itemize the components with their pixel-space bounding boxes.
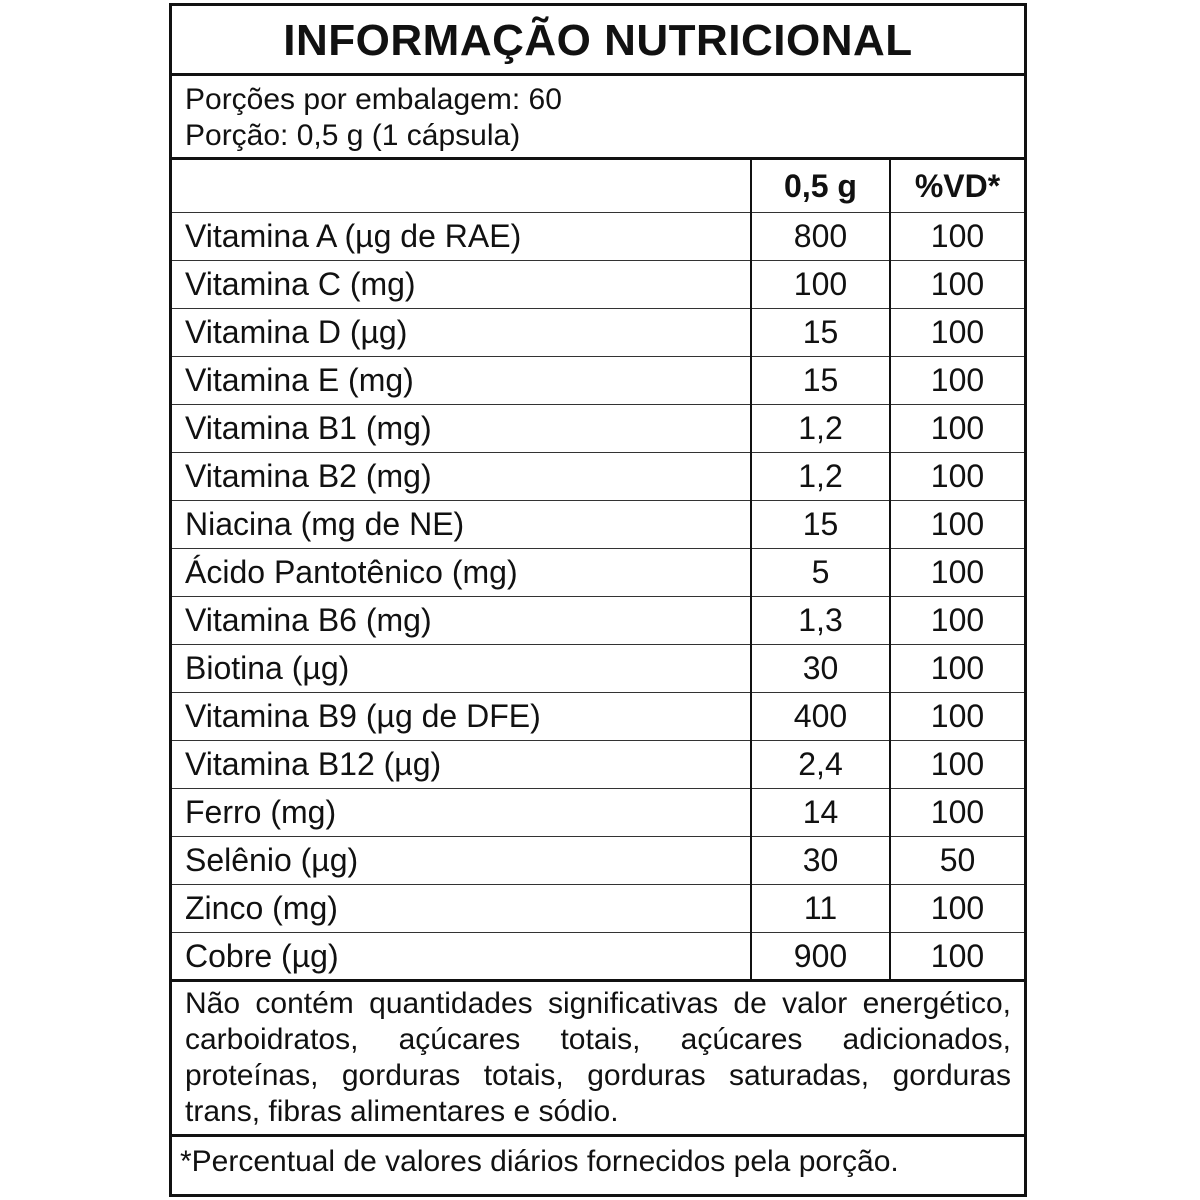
nutrient-name: Vitamina B2 (mg) xyxy=(172,452,751,500)
nutrient-name: Cobre (µg) xyxy=(172,932,751,980)
nutrient-quantity: 2,4 xyxy=(751,740,890,788)
nutrient-name: Selênio (µg) xyxy=(172,836,751,884)
serving-info xyxy=(172,76,1024,160)
nutrient-daily-value: 100 xyxy=(890,548,1024,596)
portion-size: Porção: 0,5 g (1 cápsula) xyxy=(185,119,521,152)
nutrient-quantity: 800 xyxy=(751,212,890,260)
nutrient-daily-value: 100 xyxy=(890,644,1024,692)
nutrient-daily-value: 100 xyxy=(890,932,1024,980)
nutrient-quantity: 900 xyxy=(751,932,890,980)
nutrition-table xyxy=(172,160,1024,982)
nutrient-quantity: 11 xyxy=(751,884,890,932)
nutrient-daily-value: 100 xyxy=(890,452,1024,500)
nutrient-name: Vitamina B9 (µg de DFE) xyxy=(172,692,751,740)
nutrient-name: Ácido Pantotênico (mg) xyxy=(172,548,751,596)
table-row xyxy=(172,260,1024,308)
nutrient-quantity: 5 xyxy=(751,548,890,596)
table-row xyxy=(172,404,1024,452)
nutrient-name: Vitamina E (mg) xyxy=(172,356,751,404)
nutrient-daily-value: 100 xyxy=(890,884,1024,932)
nutrient-daily-value: 100 xyxy=(890,404,1024,452)
table-row xyxy=(172,884,1024,932)
nutrient-name: Ferro (mg) xyxy=(172,788,751,836)
nutrient-daily-value: 100 xyxy=(890,260,1024,308)
header-quantity: 0,5 g xyxy=(751,160,890,212)
table-row xyxy=(172,308,1024,356)
nutrient-quantity: 14 xyxy=(751,788,890,836)
nutrient-quantity: 1,3 xyxy=(751,596,890,644)
nutrient-name: Vitamina B6 (mg) xyxy=(172,596,751,644)
table-row xyxy=(172,356,1024,404)
table-row xyxy=(172,644,1024,692)
nutrient-quantity: 15 xyxy=(751,308,890,356)
nutrient-daily-value: 100 xyxy=(890,692,1024,740)
nutrient-quantity: 15 xyxy=(751,356,890,404)
nutrient-daily-value: 100 xyxy=(890,596,1024,644)
nutrient-daily-value: 100 xyxy=(890,308,1024,356)
portions-per-package: Porções por embalagem: 60 xyxy=(185,83,562,116)
header-nutrient xyxy=(172,160,751,212)
footnote-text: *Percentual de valores diários fornecidos pela porção. xyxy=(180,1144,899,1178)
table-row xyxy=(172,836,1024,884)
nutrient-daily-value: 100 xyxy=(890,212,1024,260)
nutrient-daily-value: 50 xyxy=(890,836,1024,884)
nutrient-name: Vitamina C (mg) xyxy=(172,260,751,308)
table-row xyxy=(172,932,1024,980)
table-header-row xyxy=(172,160,1024,212)
table-row xyxy=(172,548,1024,596)
nutrient-quantity: 30 xyxy=(751,836,890,884)
table-row xyxy=(172,452,1024,500)
nutrient-name: Niacina (mg de NE) xyxy=(172,500,751,548)
nutrient-daily-value: 100 xyxy=(890,788,1024,836)
nutrient-quantity: 1,2 xyxy=(751,452,890,500)
nutrition-title: INFORMAÇÃO NUTRICIONAL xyxy=(172,6,1024,76)
nutrition-facts-panel xyxy=(169,3,1027,1197)
table-row xyxy=(172,212,1024,260)
nutrient-name: Vitamina B1 (mg) xyxy=(172,404,751,452)
table-row xyxy=(172,692,1024,740)
table-row xyxy=(172,596,1024,644)
nutrient-quantity: 30 xyxy=(751,644,890,692)
nutrient-daily-value: 100 xyxy=(890,500,1024,548)
nutrient-quantity: 15 xyxy=(751,500,890,548)
nutrient-daily-value: 100 xyxy=(890,356,1024,404)
nutrient-daily-value: 100 xyxy=(890,740,1024,788)
nutrient-name: Vitamina A (µg de RAE) xyxy=(172,212,751,260)
table-row xyxy=(172,500,1024,548)
nutrient-name: Zinco (mg) xyxy=(172,884,751,932)
nutrient-name: Biotina (µg) xyxy=(172,644,751,692)
nutrient-name: Vitamina D (µg) xyxy=(172,308,751,356)
nutrient-name: Vitamina B12 (µg) xyxy=(172,740,751,788)
nutrient-quantity: 100 xyxy=(751,260,890,308)
header-daily-value: %VD* xyxy=(890,160,1024,212)
nutrient-quantity: 1,2 xyxy=(751,404,890,452)
disclaimer-text: Não contém quantidades significativas de valor energético, carboidratos, açúcares totais, açúcares adicionados, proteínas, gorduras totais, gorduras saturadas, gorduras trans, fibras alimentares e sódio. xyxy=(172,982,1024,1137)
nutrient-quantity: 400 xyxy=(751,692,890,740)
table-row xyxy=(172,740,1024,788)
table-row xyxy=(172,788,1024,836)
